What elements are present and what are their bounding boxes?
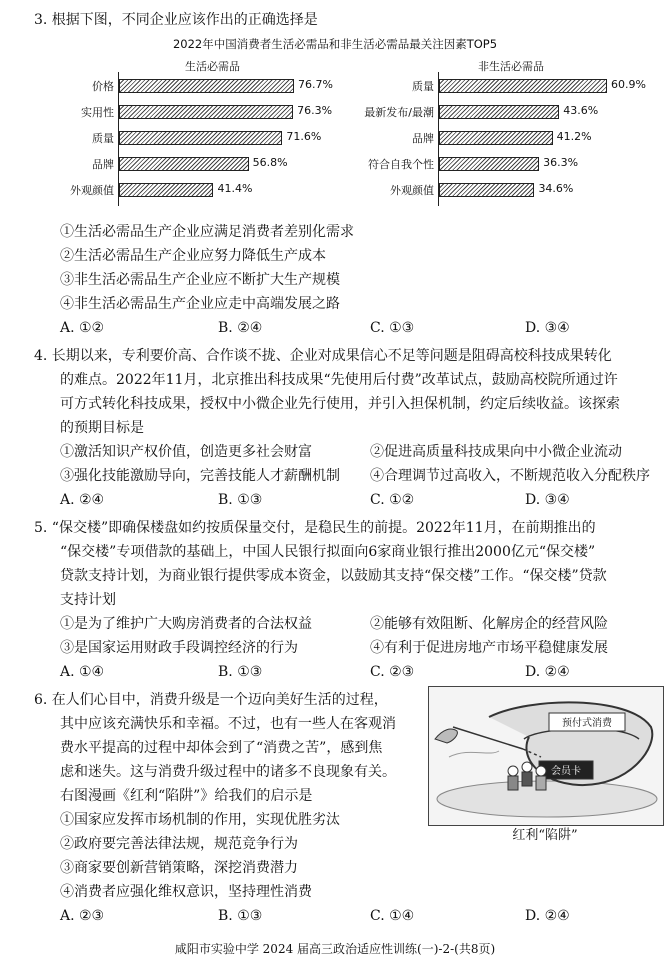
q5-choice-c[interactable]: C. ②③ xyxy=(370,664,415,680)
q3-item-1: ①生活必需品生产企业应满足消费者差别化需求 xyxy=(60,224,354,240)
page-footer: 咸阳市实验中学 2024 届高三政治适应性训练(一)-2-(共8页) xyxy=(174,942,496,956)
chart-value-label: 43.6% xyxy=(563,104,599,117)
q3-choice-c[interactable]: C. ①③ xyxy=(370,320,415,336)
q4-line-2: 的难点。2022年11月，北京推出科技成果“先使用后付费”改革试点，鼓励高校院所通过许 xyxy=(60,372,618,388)
q4-line-4: 的预期目标是 xyxy=(60,420,144,436)
chart-bar xyxy=(119,131,282,145)
chart-category-label: 品牌 xyxy=(92,158,114,171)
chart-value-label: 41.2% xyxy=(556,130,592,143)
chart-bar xyxy=(119,157,249,171)
q3-choice-a[interactable]: A. ①② xyxy=(60,320,105,336)
q6-item-1: ①国家应发挥市场机制的作用，实现优胜劣汰 xyxy=(60,812,340,828)
chart-value-label: 56.8% xyxy=(252,156,288,169)
q4-choice-b[interactable]: B. ①③ xyxy=(218,492,263,508)
chart-title: 2022年中国消费者生活必需品和非生活必需品最关注因素TOP5 xyxy=(172,37,498,51)
q5-line-1: 5. “保交楼”即确保楼盘如约按质保量交付，是稳民生的前提。2022年11月，在前期推出的 xyxy=(34,520,596,536)
chart-category-label: 质量 xyxy=(92,132,114,145)
chart-bar xyxy=(439,131,553,145)
q4-item-4: ④合理调节过高收入，不断规范收入分配秩序 xyxy=(370,468,650,484)
q3-item-4: ④非生活必需品生产企业应走中高端发展之路 xyxy=(60,296,340,312)
cartoon-caption: 红利“陷阱” xyxy=(512,828,578,843)
chart-bar xyxy=(439,79,607,93)
q6-line-2: 其中应该充满快乐和幸福。不过，也有一些人在客观消 xyxy=(60,716,396,732)
chart-value-label: 36.3% xyxy=(543,156,579,169)
q6-line-4: 虑和迷失。这与消费升级过程中的诸多不良现象有关。 xyxy=(60,764,396,780)
q4-line-3: 可方式转化科技成果，授权中小微企业先行使用，并引入担保机制，约定后续收益。该探索 xyxy=(60,396,620,412)
q6-choice-a[interactable]: A. ②③ xyxy=(60,908,105,924)
q5-choice-a[interactable]: A. ①④ xyxy=(60,664,105,680)
q3-choice-b[interactable]: B. ②④ xyxy=(218,320,263,336)
chart-value-label: 76.3% xyxy=(297,104,333,117)
chart-bar xyxy=(439,183,534,197)
chart-value-label: 41.4% xyxy=(217,182,253,195)
q6-choice-b[interactable]: B. ①③ xyxy=(218,908,263,924)
q4-item-1: ①激活知识产权价值，创造更多社会财富 xyxy=(60,444,312,460)
chart-bar xyxy=(439,157,539,171)
q5-item-1: ①是为了维护广大购房消费者的合法权益 xyxy=(60,616,312,632)
q4-choice-c[interactable]: C. ①② xyxy=(370,492,415,508)
q6-choice-c[interactable]: C. ①④ xyxy=(370,908,415,924)
q5-item-2: ②能够有效阻断、化解房企的经营风险 xyxy=(370,616,608,632)
q3-choice-d[interactable]: D. ③④ xyxy=(525,320,570,336)
q6-item-2: ②政府要完善法律法规，规范竞争行为 xyxy=(60,836,298,852)
q6-choice-d[interactable]: D. ②④ xyxy=(525,908,570,924)
q6-line-3: 费水平提高的过程中却体会到了“消费之苦”，感到焦 xyxy=(60,740,383,756)
q3-stem: 3. 根据下图，不同企业应该作出的正确选择是 xyxy=(34,12,318,28)
chart-value-label: 76.7% xyxy=(298,78,333,91)
q5-item-4: ④有利于促进房地产市场平稳健康发展 xyxy=(370,640,608,656)
q6-line-1: 6. 在人们心目中，消费升级是一个迈向美好生活的过程， xyxy=(34,692,388,708)
chart-bar xyxy=(439,105,559,119)
cartoon-label-prepaid: 预付式消费 xyxy=(562,718,612,729)
q6-line-5: 右图漫画《红利“陷阱”》给我们的启示是 xyxy=(60,788,313,804)
cartoon-label-card: 会员卡 xyxy=(551,766,581,777)
cartoon-drawing xyxy=(429,687,663,825)
q6-item-3: ③商家要创新营销策略，深挖消费潜力 xyxy=(60,860,298,876)
cartoon-image xyxy=(428,686,664,826)
chart-value-label: 71.6% xyxy=(286,130,322,143)
q3-item-3: ③非生活必需品生产企业应不断扩大生产规模 xyxy=(60,272,340,288)
q5-line-4: 支持计划 xyxy=(60,592,116,608)
chart-value-label: 60.9% xyxy=(611,78,646,91)
chart-left-title: 生活必需品 xyxy=(185,60,240,73)
chart-category-label: 外观颜值 xyxy=(390,184,434,197)
q4-item-2: ②促进高质量科技成果向中小微企业流动 xyxy=(370,444,622,460)
q4-choice-a[interactable]: A. ②④ xyxy=(60,492,105,508)
chart-value-label: 34.6% xyxy=(538,182,574,195)
chart-category-label: 价格 xyxy=(92,80,114,93)
q3-item-2: ②生活必需品生产企业应努力降低生产成本 xyxy=(60,248,326,264)
q4-line-1: 4. 长期以来，专利要价高、合作谈不拢、企业对成果信心不足等问题是阻碍高校科技成果转化 xyxy=(34,348,612,364)
q5-item-3: ③是国家运用财政手段调控经济的行为 xyxy=(60,640,298,656)
q4-choice-d[interactable]: D. ③④ xyxy=(525,492,570,508)
chart-category-label: 最新发布/最潮 xyxy=(364,106,434,119)
q6-item-4: ④消费者应强化维权意识，坚持理性消费 xyxy=(60,884,312,900)
q4-item-3: ③强化技能激励导向，完善技能人才薪酬机制 xyxy=(60,468,340,484)
chart-category-label: 质量 xyxy=(412,80,434,93)
q5-line-2: “保交楼”专项借款的基础上，中国人民银行拟面向6家商业银行推出2000亿元“保交楼” xyxy=(60,544,596,560)
q5-choice-d[interactable]: D. ②④ xyxy=(525,664,570,680)
q5-choice-b[interactable]: B. ①③ xyxy=(218,664,263,680)
chart-bar xyxy=(119,105,293,119)
q5-line-3: 贷款支持计划，为商业银行提供零成本资金，以鼓励其支持“保交楼”工作。“保交楼”贷款 xyxy=(60,568,607,584)
chart-category-label: 实用性 xyxy=(81,106,114,119)
chart-category-label: 外观颜值 xyxy=(70,184,114,197)
chart-bar xyxy=(119,79,294,93)
chart-right-title: 非生活必需品 xyxy=(478,60,544,73)
chart-category-label: 品牌 xyxy=(412,132,434,145)
chart-category-label: 符合自我个性 xyxy=(368,158,434,171)
chart-bar xyxy=(119,183,213,197)
